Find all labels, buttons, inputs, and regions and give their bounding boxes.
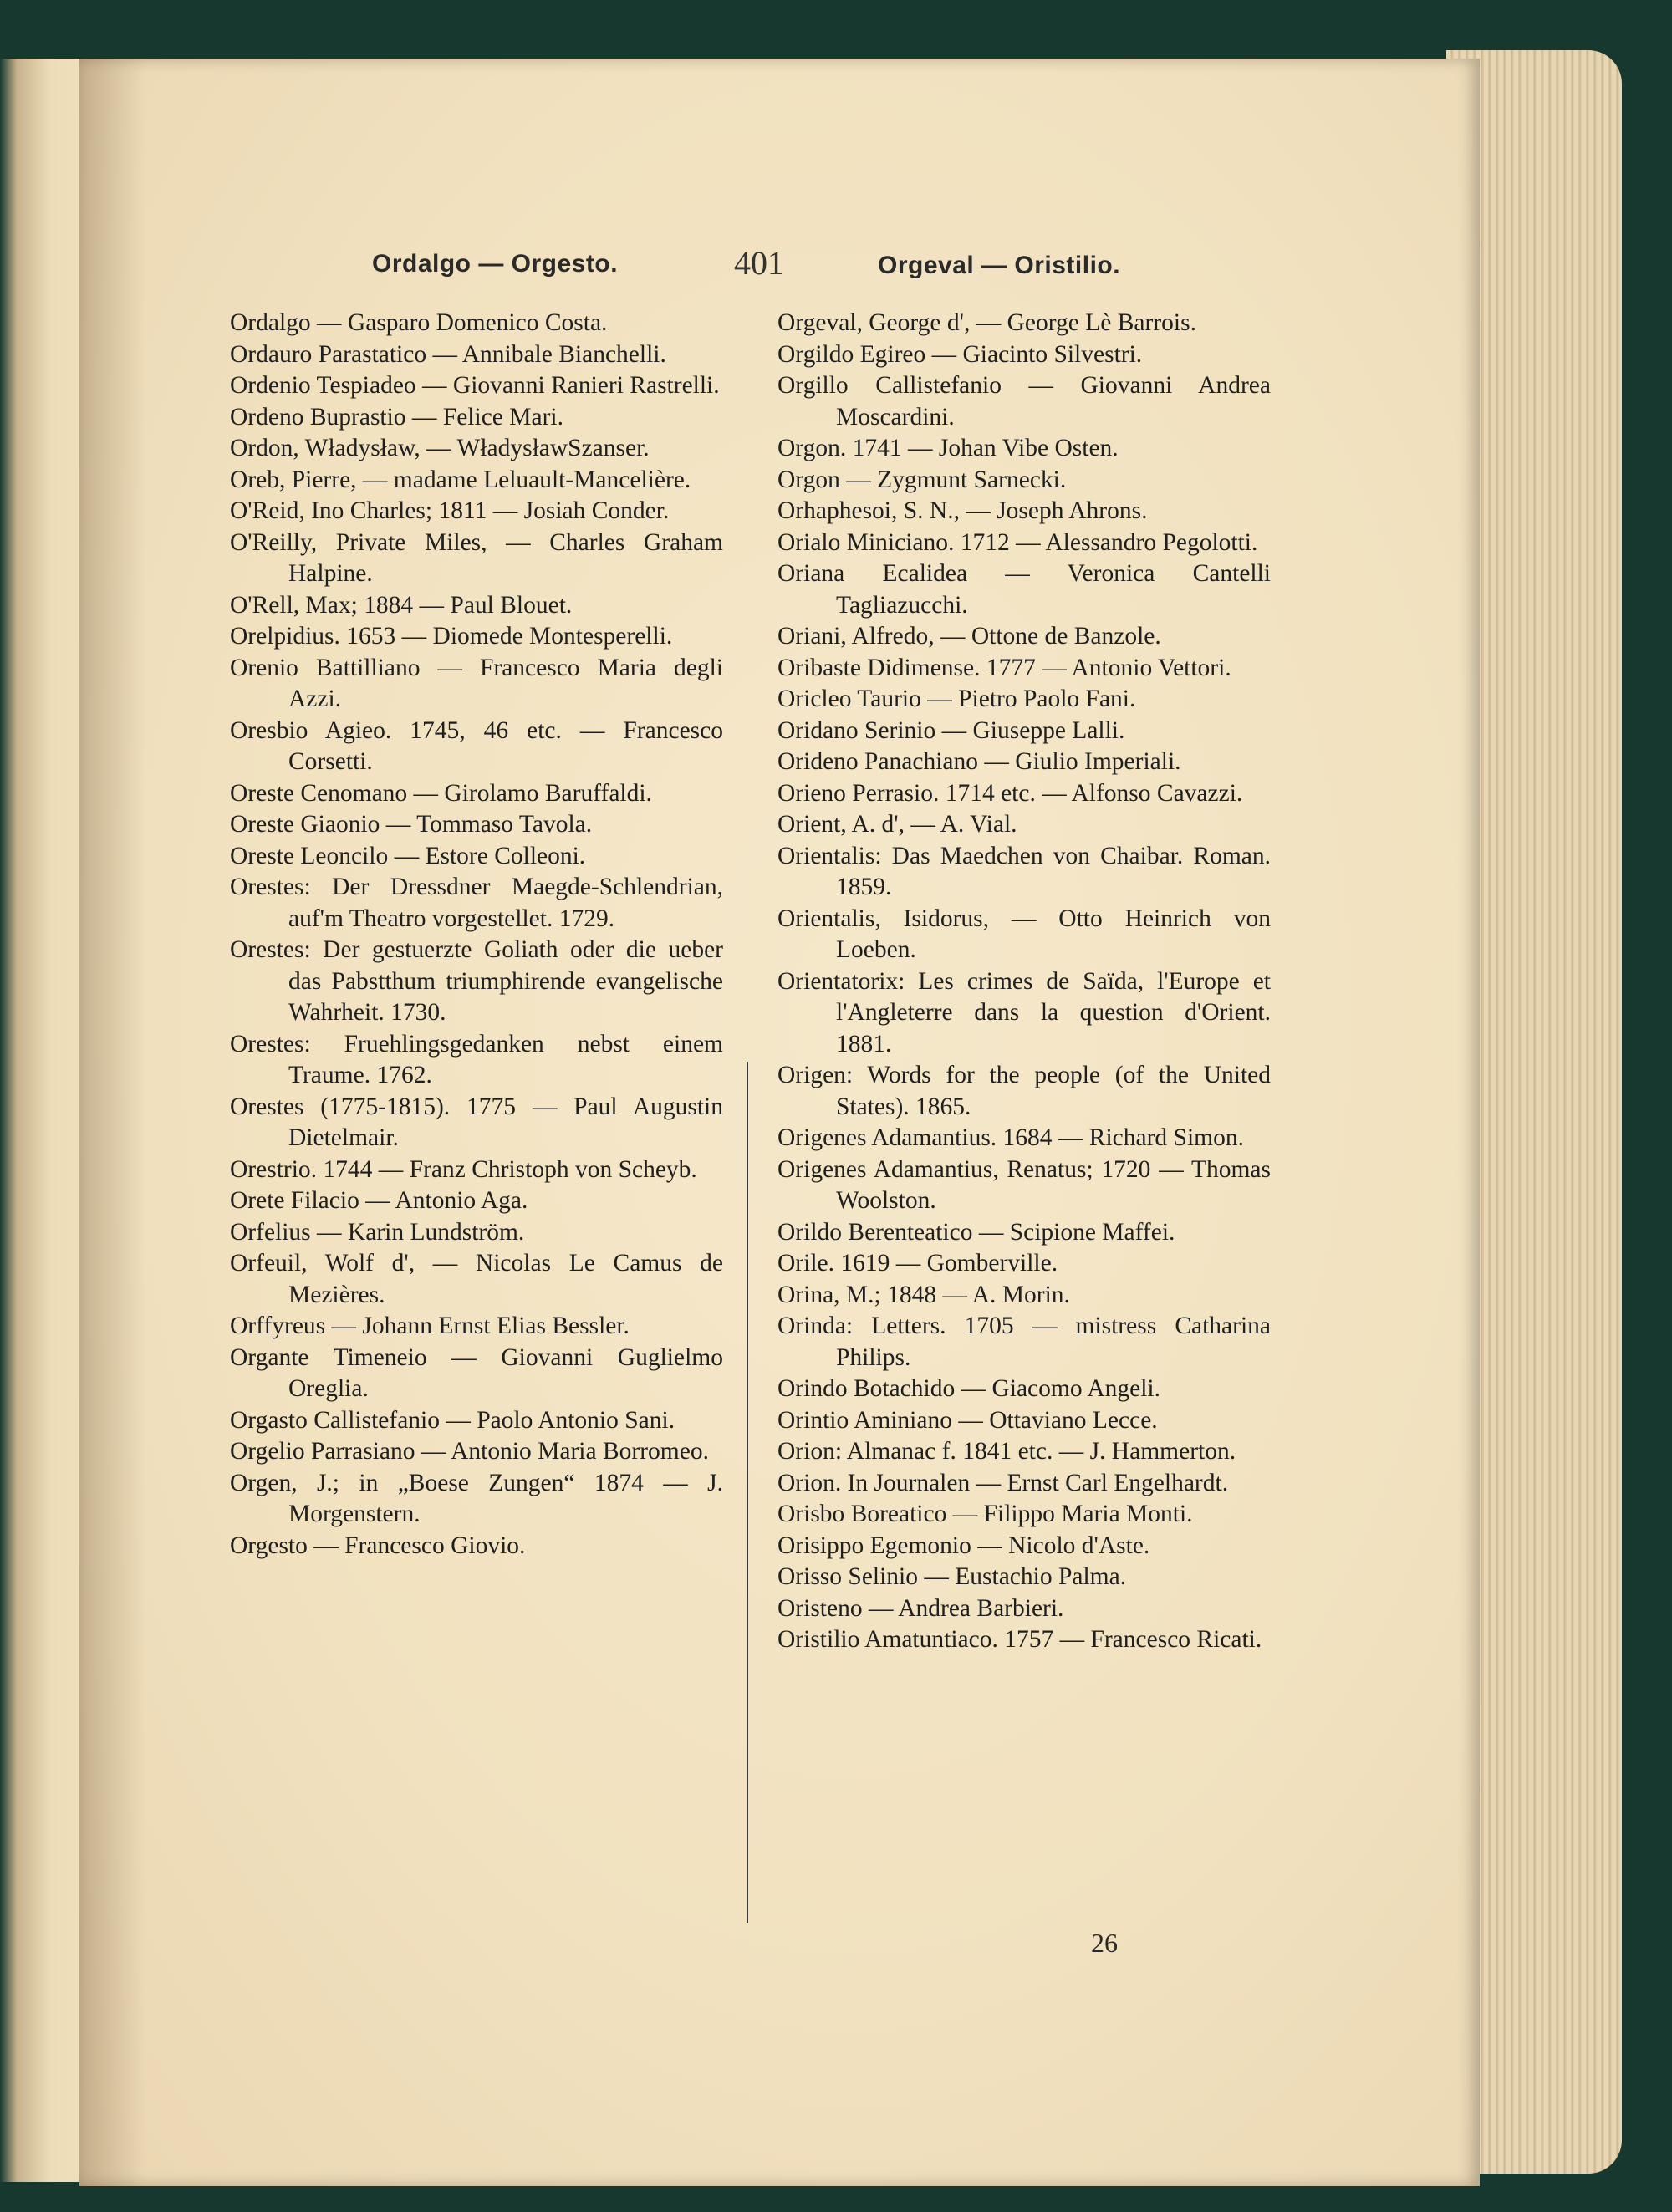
index-entry: Orisso Selinio — Eustachio Palma. (777, 1563, 1127, 1590)
index-entry: Orestes: Der gestuerzte Goliath oder die ueber das Pabstthum triumphirende evangelische Wahrheit. 1730. (230, 936, 723, 1026)
index-entry: Orindo Botachido — Giacomo Angeli. (777, 1375, 1160, 1402)
index-entry: Orisbo Boreatico — Filippo Maria Monti. (777, 1501, 1193, 1527)
index-entry: Orinda: Letters. 1705 — mistress Catharina Philips. (777, 1312, 1271, 1371)
index-entry: O'Reilly, Private Miles, — Charles Graham Halpine. (230, 528, 723, 587)
index-entry: Orgasto Callistefanio — Paolo Antonio Sani. (230, 1406, 675, 1434)
gutter-shadow (79, 59, 146, 2186)
index-entry: Orgelio Parrasiano — Antonio Maria Borromeo. (230, 1438, 709, 1465)
page-number: 401 (734, 244, 784, 282)
index-entry: Orgildo Egireo — Giacinto Silvestri. (777, 340, 1143, 368)
index-entry: Orina, M.; 1848 — A. Morin. (777, 1281, 1070, 1308)
index-entry: Orgillo Callistefanio — Giovanni Andrea Moscardini. (777, 372, 1271, 431)
index-entry: Orion: Almanac f. 1841 etc. — J. Hammerton. (777, 1438, 1236, 1465)
index-entry: Orete Filacio — Antonio Aga. (230, 1187, 528, 1214)
index-entry: O'Rell, Max; 1884 — Paul Blouet. (230, 591, 573, 619)
index-entry: Oriana Ecalidea — Veronica Cantelli Tagliazucchi. (777, 560, 1271, 619)
index-entry: Oreste Giaonio — Tommaso Tavola. (230, 811, 593, 838)
index-entry: Orelpidius. 1653 — Diomede Montesperelli. (230, 623, 673, 650)
right-column (777, 308, 1271, 1656)
index-entry: Orgon. 1741 — Johan Vibe Osten. (777, 435, 1119, 461)
index-entry: Oriani, Alfredo, — Ottone de Banzole. (777, 623, 1161, 650)
index-entry: Orestes: Der Dressdner Maegde-Schlendrian, auf'm Theatro vorgestellet. 1729. (230, 874, 723, 932)
index-entry: Orfelius — Karin Lundström. (230, 1218, 525, 1246)
index-entry: Orieno Perrasio. 1714 etc. — Alfonso Cavazzi. (777, 779, 1243, 807)
running-header (226, 238, 1296, 288)
index-entry: Orgeval, George d', — George Lè Barrois. (777, 309, 1196, 336)
index-entry: Orintio Aminiano — Ottaviano Lecce. (777, 1406, 1158, 1434)
index-entry: Oristilio Amatuntiaco. 1757 — Francesco Ricati. (777, 1626, 1262, 1653)
index-entry: Ordeno Buprastio — Felice Mari. (230, 403, 563, 431)
index-entry: Oresbio Agieo. 1745, 46 etc. — Francesco Corsetti. (230, 716, 723, 775)
index-entry: Orgen, J.; in „Boese Zungen“ 1874 — J. Morgenstern. (230, 1469, 723, 1527)
index-entry: Orestrio. 1744 — Franz Christoph von Scheyb. (230, 1155, 697, 1183)
index-entry: Orientalis: Das Maedchen von Chaibar. Roman. 1859. (777, 842, 1271, 900)
index-entry: Ordalgo — Gasparo Domenico Costa. (230, 309, 608, 336)
index-entry: Oristeno — Andrea Barbieri. (777, 1594, 1064, 1622)
index-entry: Orffyreus — Johann Ernst Elias Bessler. (230, 1312, 630, 1339)
index-entry: Orile. 1619 — Gomberville. (777, 1250, 1058, 1277)
index-entry: O'Reid, Ino Charles; 1811 — Josiah Conder. (230, 497, 670, 524)
index-entry: Oreste Leoncilo — Estore Colleoni. (230, 842, 586, 869)
index-entry: Orenio Battilliano — Francesco Maria degli Azzi. (230, 654, 723, 712)
index-entry: Orhaphesoi, S. N., — Joseph Ahrons. (777, 497, 1148, 524)
index-entry: Orgon — Zygmunt Sarnecki. (777, 466, 1067, 493)
index-entry: Origenes Adamantius. 1684 — Richard Simon. (777, 1124, 1244, 1151)
index-entry: Oreste Cenomano — Girolamo Baruffaldi. (230, 779, 652, 807)
index-entry: Organte Timeneio — Giovanni Guglielmo Oreglia. (230, 1343, 723, 1402)
left-column (230, 308, 723, 1562)
index-entry: Origenes Adamantius, Renatus; 1720 — Thomas Woolston. (777, 1155, 1271, 1214)
index-entry: Orildo Berenteatico — Scipione Maffei. (777, 1218, 1175, 1246)
index-entry: Oribaste Didimense. 1777 — Antonio Vettori. (777, 654, 1231, 681)
index-entry: Ordauro Parastatico — Annibale Bianchelli. (230, 340, 666, 368)
index-entry: Ordon, Władysław, — WładysławSzanser. (230, 435, 650, 461)
header-left-title: Ordalgo — Orgesto. (372, 250, 619, 278)
index-entry: Orfeuil, Wolf d', — Nicolas Le Camus de Mezières. (230, 1250, 723, 1308)
index-entry: Orient, A. d', — A. Vial. (777, 811, 1017, 838)
column-divider (747, 1062, 748, 1923)
index-entry: Orion. In Journalen — Ernst Carl Engelhardt. (777, 1469, 1229, 1496)
index-entry: Orestes: Fruehlingsgedanken nebst einem Traume. 1762. (230, 1030, 723, 1088)
index-entry: Orideno Panachiano — Giulio Imperiali. (777, 748, 1181, 775)
index-entry: Oridano Serinio — Giuseppe Lalli. (777, 716, 1125, 744)
index-entry: Origen: Words for the people (of the United States). 1865. (777, 1062, 1271, 1120)
signature-mark: 26 (1091, 1928, 1118, 1958)
header-right-title: Orgeval — Oristilio. (878, 252, 1121, 279)
index-entry: Oricleo Taurio — Pietro Paolo Fani. (777, 686, 1136, 712)
index-entry: Oreb, Pierre, — madame Leluault-Mancelière. (230, 466, 691, 493)
index-entry: Orialo Miniciano. 1712 — Alessandro Pegolotti. (777, 528, 1258, 556)
index-entry: Ordenio Tespiadeo — Giovanni Ranieri Rastrelli. (230, 372, 720, 399)
index-entry: Orestes (1775-1815). 1775 — Paul Augustin Dietelmair. (230, 1093, 723, 1151)
book-left-page-edge (0, 59, 92, 2182)
index-entry: Orisippo Egemonio — Nicolo d'Aste. (777, 1532, 1150, 1559)
index-entry: Orientalis, Isidorus, — Otto Heinrich von Loeben. (777, 905, 1271, 963)
index-entry: Orgesto — Francesco Giovio. (230, 1532, 526, 1559)
index-entry: Orientatorix: Les crimes de Saïda, l'Europe et l'Angleterre dans la question d'Orient. 1881. (777, 967, 1271, 1058)
